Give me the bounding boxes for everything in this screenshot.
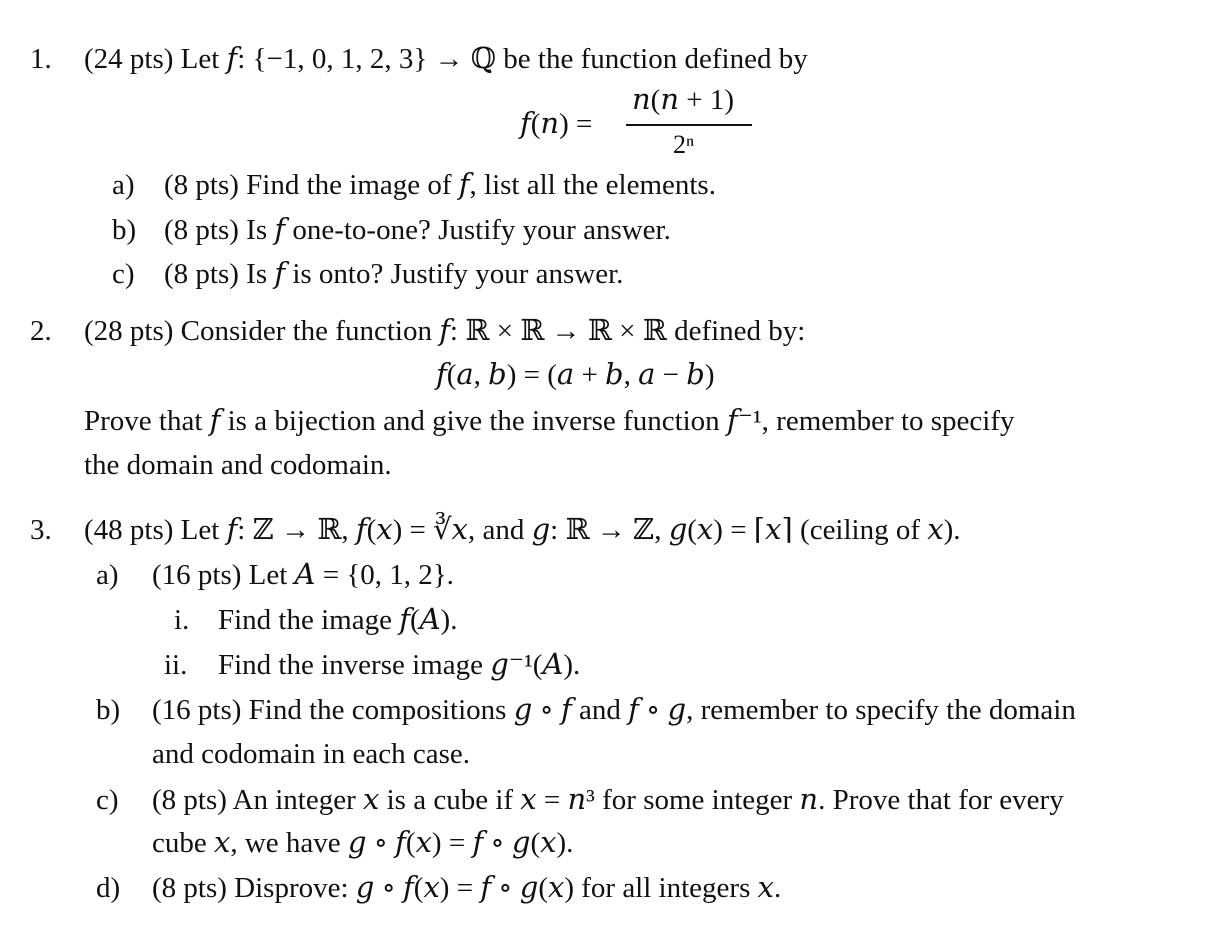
part-label: c) [112, 258, 135, 290]
question-body-line: the domain and codomain. [84, 449, 392, 481]
subpart-label: ii. [164, 649, 188, 681]
part-text-line: (8 pts) An integer 𝑥 is a cube if 𝑥 = 𝑛³ for some integer 𝑛. Prove that for every [152, 784, 1064, 816]
formula-f-of-n [508, 82, 758, 162]
subpart-label: i. [174, 604, 190, 636]
part-label: a) [96, 559, 119, 591]
question-number: 3. [30, 514, 52, 546]
part-text-line: cube 𝑥, we have 𝑔 ∘ 𝑓(𝑥) = 𝑓 ∘ 𝑔(𝑥). [152, 827, 574, 859]
subpart-text: Find the inverse image 𝑔⁻¹(𝐴). [218, 649, 581, 681]
part-label: b) [96, 694, 121, 726]
question-stem: (24 pts) Let 𝑓: {−1, 0, 1, 2, 3} → ℚ be the function defined by [84, 43, 808, 75]
part-text: (8 pts) Is 𝑓 one-to-one? Justify your answer. [164, 214, 671, 246]
question-stem: (48 pts) Let 𝑓: ℤ → ℝ, 𝑓(𝑥) = ∛𝑥, and 𝑔: ℝ → ℤ, 𝑔(𝑥) = ⌈𝑥⌉ (ceiling of 𝑥). [84, 514, 961, 546]
formula-numerator: 𝑛(𝑛 + 1) [632, 84, 735, 116]
part-label: d) [96, 872, 121, 904]
part-text: (8 pts) Find the image of 𝑓, list all the elements. [164, 169, 716, 201]
question-number: 1. [30, 43, 52, 75]
part-text-line: (16 pts) Find the compositions 𝑔 ∘ 𝑓 and 𝑓 ∘ 𝑔, remember to specify the domain [152, 694, 1076, 726]
question-body-line: Prove that 𝑓 is a bijection and give the inverse function 𝑓⁻¹, remember to specify [84, 405, 1015, 437]
part-label: b) [112, 214, 137, 246]
subpart-text: Find the image 𝑓(𝐴). [218, 604, 458, 636]
part-label: a) [112, 169, 135, 201]
formula-f-of-ab: 𝑓(𝑎, 𝑏) = (𝑎 + 𝑏, 𝑎 − 𝑏) [436, 359, 715, 391]
part-text: (8 pts) Disprove: 𝑔 ∘ 𝑓(𝑥) = 𝑓 ∘ 𝑔(𝑥) for all integers 𝑥. [152, 872, 782, 904]
part-text: (8 pts) Is 𝑓 is onto? Justify your answer. [164, 258, 624, 290]
question-stem: (28 pts) Consider the function 𝑓: ℝ × ℝ → ℝ × ℝ defined by: [84, 315, 806, 347]
fraction-bar [626, 124, 752, 126]
formula-denominator: 2ⁿ [673, 130, 695, 159]
part-text-line: and codomain in each case. [152, 738, 471, 770]
question-number: 2. [30, 315, 52, 347]
part-text: (16 pts) Let 𝐴 = {0, 1, 2}. [152, 559, 454, 591]
part-label: c) [96, 784, 119, 816]
formula-lhs: 𝑓(𝑛) = [520, 108, 593, 140]
